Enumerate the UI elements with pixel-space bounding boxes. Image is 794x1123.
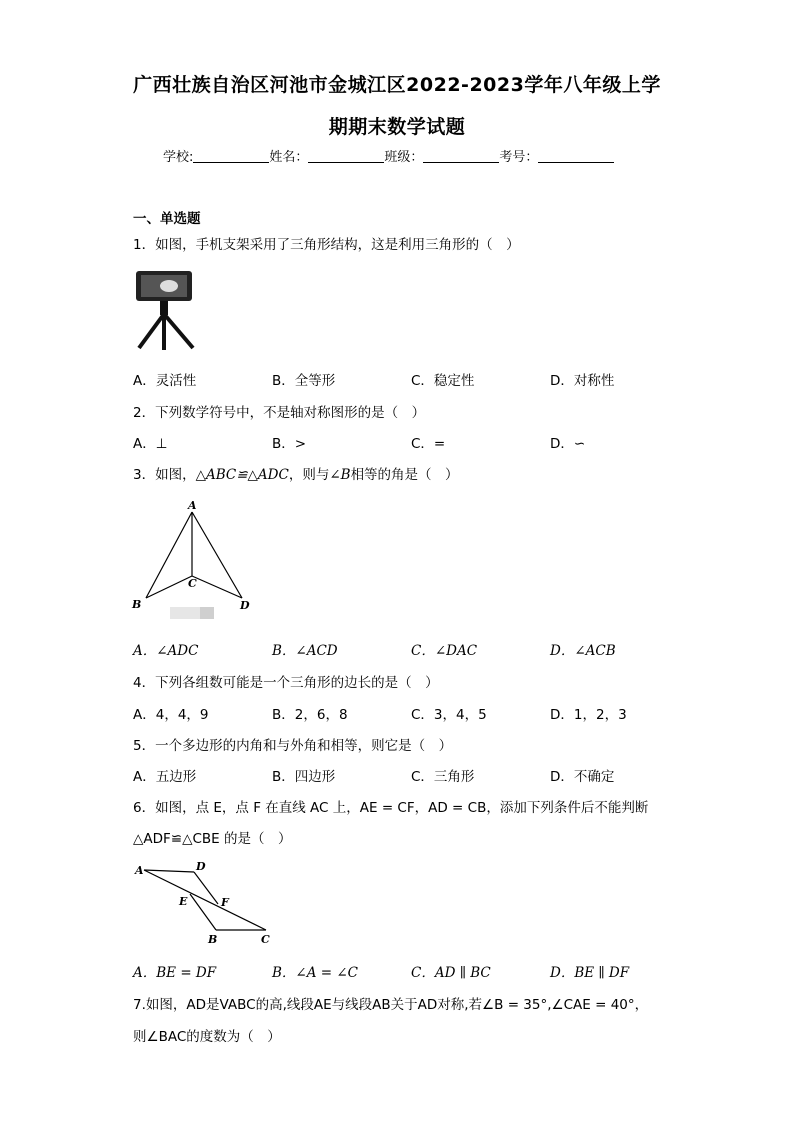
option-a[interactable]: A．∠ADC (133, 643, 199, 659)
question-3-stem (133, 463, 459, 483)
question-3-figure (128, 498, 263, 620)
label-f: F (221, 896, 229, 909)
segment-ad (144, 870, 194, 872)
question-6-stem-line1: 6．如图，点 E，点 F 在直线 AC 上，AE = CF，AD = CB，添加下列条件后不能判断 (133, 800, 649, 816)
label-c: C (188, 577, 197, 590)
phone-screen-image (160, 280, 178, 292)
label-a: A (188, 499, 197, 512)
option-c[interactable]: C．3，4，5 (411, 707, 487, 723)
watermark-blur-dark (200, 607, 214, 619)
document-title-line1: 广西壮族自治区河池市金城江区2022-2023学年八年级上学 (133, 74, 661, 96)
option-c[interactable]: C．∠DAC (411, 643, 478, 659)
option-d[interactable]: D．对称性 (550, 373, 615, 389)
name-label: 姓名： (269, 150, 309, 165)
option-b[interactable]: B．∠ACD (272, 643, 338, 659)
question-1-stem: 1．如图，手机支架采用了三角形结构，这是利用三角形的（ ） (133, 237, 520, 253)
option-a[interactable]: A．4，4，9 (133, 707, 209, 723)
option-c[interactable]: C．= (411, 436, 446, 452)
label-a: A (135, 864, 144, 877)
question-3-stem-prefix: 3．如图， (133, 467, 196, 483)
question-3-stem-congruence: △ABC≌△ADC (195, 467, 289, 483)
option-d[interactable]: D．不确定 (550, 769, 615, 785)
segment-ab (146, 512, 192, 598)
phone-tripod-image (133, 268, 199, 354)
label-d: D (240, 599, 250, 612)
document-title-line2: 期期末数学试题 (328, 116, 466, 138)
option-b[interactable]: B．全等形 (272, 373, 336, 389)
question-6-stem-line2: △ADF≌△CBE 的是（ ） (133, 831, 292, 847)
school-blank[interactable] (193, 149, 269, 163)
option-a[interactable]: A．五边形 (133, 769, 197, 785)
label-b: B (132, 598, 142, 611)
name-blank[interactable] (308, 149, 384, 163)
question-3-stem-suffix: 相等的角是（ ） (350, 467, 459, 483)
tripod-mount (160, 301, 168, 315)
label-b: B (208, 933, 218, 946)
class-label: 班级： (384, 150, 424, 165)
option-b[interactable]: B．四边形 (272, 769, 336, 785)
option-a[interactable]: A．灵活性 (133, 373, 197, 389)
option-a[interactable]: A．BE = DF (133, 965, 217, 981)
question-3-stem-mid: ，则与 (288, 467, 330, 483)
question-5-stem: 5．一个多边形的内角和与外角和相等，则它是（ ） (133, 738, 453, 754)
option-b[interactable]: B．> (272, 436, 307, 452)
option-b[interactable]: B．∠A = ∠C (272, 965, 359, 981)
tripod-leg-right (164, 314, 193, 348)
option-c[interactable]: C．稳定性 (411, 373, 475, 389)
question-2-stem: 2．下列数学符号中，不是轴对称图形的是（ ） (133, 405, 426, 421)
option-d[interactable]: D．∠ACB (550, 643, 616, 659)
line-ac (144, 870, 266, 930)
option-d[interactable]: D．∽ (550, 436, 586, 452)
question-7-stem-line2: 则∠BAC的度数为（ ） (133, 1029, 281, 1045)
school-label: 学校: (163, 150, 194, 165)
number-blank[interactable] (538, 149, 614, 163)
option-d[interactable]: D．1，2，3 (550, 707, 627, 723)
question-6-figure (130, 856, 280, 948)
question-4-stem: 4．下列各组数可能是一个三角形的边长的是（ ） (133, 675, 439, 691)
segment-df (194, 872, 218, 904)
option-c[interactable]: C．三角形 (411, 769, 475, 785)
segment-cd (192, 576, 242, 598)
label-c: C (261, 933, 270, 946)
option-c[interactable]: C．AD ∥ BC (411, 965, 491, 981)
segment-cb (146, 576, 192, 598)
class-blank[interactable] (423, 149, 499, 163)
question-7-stem-line1: 7.如图，AD是VABC的高,线段AE与线段AB关于AD对称,若∠B = 35°,∠CAE = 40°， (133, 997, 649, 1013)
option-d[interactable]: D．BE ∥ DF (550, 965, 630, 981)
tripod-leg-left (139, 314, 164, 348)
label-e: E (179, 895, 188, 908)
section-title: 一、单选题 (133, 211, 201, 227)
option-b[interactable]: B．2，6，8 (272, 707, 348, 723)
option-a[interactable]: A．⊥ (133, 436, 168, 452)
label-d: D (196, 860, 206, 873)
segment-ad (192, 512, 242, 598)
student-info-row (163, 146, 614, 165)
question-3-stem-angle: ∠B (329, 467, 351, 483)
number-label: 考号： (499, 150, 539, 165)
